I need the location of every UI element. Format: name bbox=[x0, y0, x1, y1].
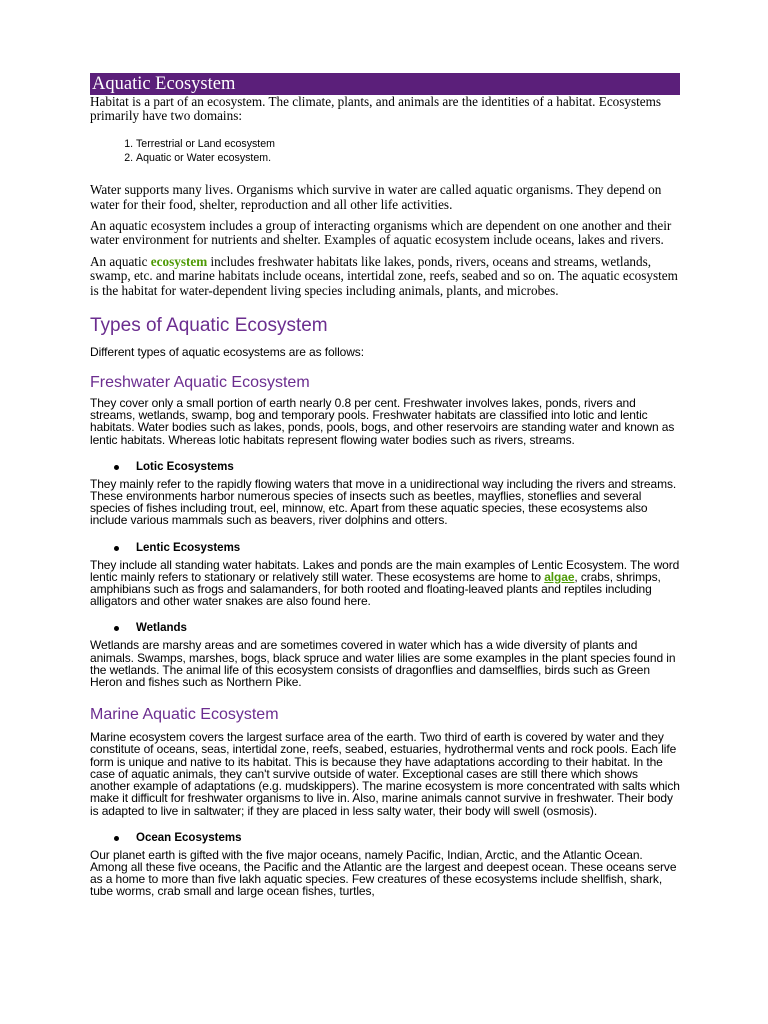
bullet-icon bbox=[114, 836, 119, 841]
water-paragraph: Water supports many lives. Organisms which survive in water are called aquatic organisms. They depend on water for their food, shelter, reproduction and all other life activities. bbox=[90, 182, 662, 212]
lentic-paragraph bbox=[90, 559, 680, 608]
marine-paragraph: Marine ecosystem covers the largest surface area of the earth. Two third of earth is covered by water and they constitute of oceans, seas, intertidal zone, reefs, seabed, estuaries, hydrothermal vents and rock pools. Each life form is unique and native to its habitat. This is because they have adaptations according to their habitat. In the case of aquatic animals, they can't survive outside of water. Exceptional cases are still there which shows another example of adaptations (e.g. mudskippers). The marine ecosystem is more concentrated with salts which make it difficult for freshwater organisms to live in. Also, marine animals cannot survive in freshwater. Their body is adapted to live in saltwater; if they are placed in less salty water, their body will swell (osmosis). bbox=[90, 730, 680, 818]
document-page bbox=[90, 73, 680, 898]
marine-section bbox=[90, 731, 680, 816]
ocean-bullet bbox=[90, 831, 680, 845]
algae-link[interactable]: algae bbox=[544, 569, 575, 584]
marine-heading: Marine Aquatic Ecosystem bbox=[90, 706, 279, 724]
habitats-text-start: An aquatic bbox=[90, 254, 151, 270]
ocean-label: Ocean Ecosystems bbox=[136, 831, 242, 844]
intro-paragraph: Habitat is a part of an ecosystem. The climate, plants, and animals are the identities of a habitat. Ecosystems primarily have two domains: bbox=[90, 94, 662, 124]
lentic-text-start: They include all standing water habitats. Lakes and ponds are the main examples of Lentic Ecosystem. The word lentic mainly refers to stationary or relatively still water. These ecosystems are home to bbox=[90, 557, 680, 584]
wetlands-section bbox=[90, 639, 680, 688]
body-section bbox=[90, 183, 680, 297]
intro-section bbox=[90, 95, 680, 123]
ocean-paragraph: Our planet earth is gifted with the five major oceans, namely Pacific, Indian, Arctic, and the Atlantic Ocean. Among all these five oceans, the Pacific and the Atlantic are the largest and deepest ocean. These oceans serve as a home to more than five lakh aquatic species. Few creatures of these ecosystems include shellfish, shark, tube worms, crab small and large ocean fishes, turtles, bbox=[90, 847, 677, 899]
lotic-label: Lotic Ecosystems bbox=[136, 460, 234, 473]
lentic-section bbox=[90, 559, 680, 608]
lotic-section bbox=[90, 478, 680, 527]
domain-list bbox=[90, 137, 680, 165]
ocean-section bbox=[90, 849, 680, 898]
domain-item: 2. Aquatic or Water ecosystem. bbox=[136, 151, 680, 165]
bullet-icon bbox=[114, 546, 119, 551]
freshwater-section bbox=[90, 397, 680, 446]
domain-item: 1. Terrestrial or Land ecosystem bbox=[136, 137, 680, 151]
lentic-text-end: , crabs, shrimps, amphibians such as frogs and salamanders, for both rooted and floating-leaved plants and reptiles including alligators and other water snakes are also found here. bbox=[90, 569, 661, 609]
ecosystem-paragraph: An aquatic ecosystem includes a group of interacting organisms which are dependent on one another and their water environment for nutrients and shelter. Examples of aquatic ecosystem include oceans, lakes and rivers. bbox=[90, 217, 672, 248]
lotic-paragraph: They mainly refer to the rapidly flowing waters that move in a unidirectional way including the rivers and streams. These environments harbor numerous species of insects such as beetles, mayflies, stoneflies and several species of fishes including trout, eel, minnow, etc. Apart from these aquatic species, these ecosystems also include various mammals such as beavers, river dolphins and otters. bbox=[90, 476, 677, 528]
freshwater-paragraph: They cover only a small portion of earth nearly 0.8 per cent. Freshwater involves lakes, ponds, rivers and streams, wetlands, swamp, bog and temporary pools. Freshwater habitats are classified into lotic and lentic habitats. Water bodies such as lakes, ponds, pools, bogs, and other reservoirs are standing water and known as lentic habitats. Whereas lotic habitats represent flowing water bodies such as rivers, streams. bbox=[90, 396, 675, 447]
lentic-label: Lentic Ecosystems bbox=[136, 541, 241, 554]
habitats-text-end: includes freshwater habitats like lakes, ponds, rivers, oceans and streams, wetlands, swamp, etc. and marine habitats include oceans, intertidal zone, reefs, seabed and so on. The aquatic ecosystem is the habitat for water-dependent living species including animals, plants, and microbes. bbox=[90, 254, 678, 298]
types-intro bbox=[90, 346, 680, 358]
lentic-bullet bbox=[90, 541, 680, 555]
wetlands-label: Wetlands bbox=[136, 622, 187, 635]
ecosystem-link[interactable]: ecosystem bbox=[150, 254, 208, 270]
wetlands-paragraph: Wetlands are marshy areas and are sometimes covered in water which has a wide diversity of plants and animals. Swamps, marshes, bogs, black spruce and water lilies are some examples in the plant species found in the wetlands. The animal life of this ecosystem consists of dragonflies and damselflies, birds such as Green Heron and fishes such as Northern Pike. bbox=[90, 638, 676, 690]
bullet-icon bbox=[114, 626, 119, 631]
document-title: Aquatic Ecosystem bbox=[90, 73, 680, 95]
lotic-bullet bbox=[90, 460, 680, 474]
types-intro-text: Different types of aquatic ecosystems are as follows: bbox=[90, 344, 364, 359]
freshwater-heading: Freshwater Aquatic Ecosystem bbox=[90, 374, 310, 392]
habitats-paragraph bbox=[90, 255, 680, 298]
wetlands-bullet bbox=[90, 621, 680, 635]
bullet-icon bbox=[114, 465, 119, 470]
types-heading: Types of Aquatic Ecosystem bbox=[90, 314, 328, 336]
